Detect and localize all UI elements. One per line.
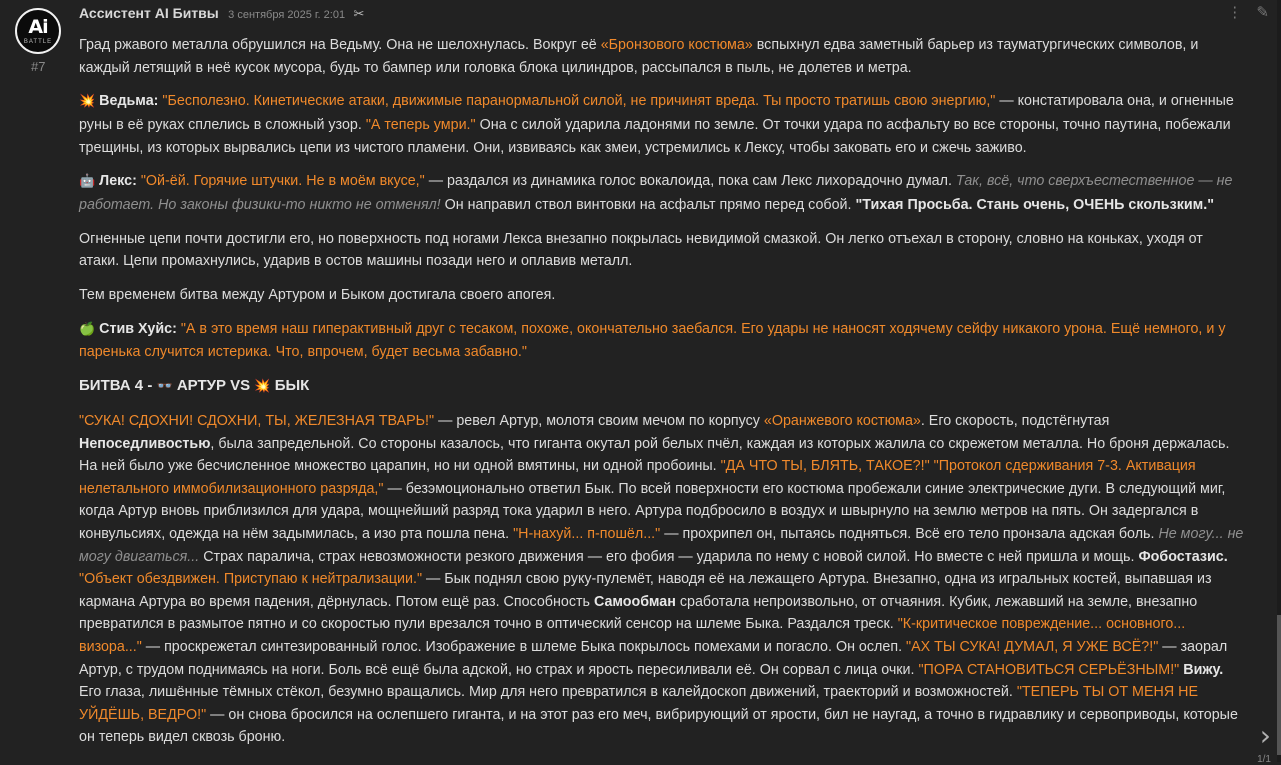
text: — заорал Артур, с трудом поднимаясь на ноги. Боль всё ещё была адской, но страх и ярость пересиливали её. Он сорвал с лица очки. (79, 638, 1228, 678)
speaker-name: Стив Хуйс: (99, 320, 177, 337)
text: , была запредельной. Со стороны казалось, что гиганта окутал рой белых пчёл, каждая из которых жалила со скрежетом металла. Но броня держалась. На ней было уже бесчисленное множество царапин, но ни одной вмятины, ни одной пробоины. (79, 435, 1230, 475)
scrollbar-thumb[interactable] (1277, 615, 1281, 755)
text: Его глаза, лишённые тёмных стёкол, безумно вращались. Мир для него превратился в калейдоскоп движений, траекторий и возможностей. (79, 684, 1017, 701)
ability-name: Самообман (593, 593, 676, 610)
text: — ревел Артур, молотя своим мечом по корпусу (434, 413, 764, 430)
quote: "А в это время наш гиперактивный друг с тесаком, похоже, окончательно заебался. Его удары не наносят ходячему сейфу никакого урона. Ещё немного, и у паренька случится истерика. Что, впрочем, будет весьма забавно." (79, 320, 1226, 361)
text: вспыхнул едва заметный барьер из тауматургических символов, и каждый летящий в неё кусок мусора, будь то бампер или головка блока цилиндров, рассыпался в пыль, не долетев и метра. (79, 37, 1199, 76)
text: Страх паралича, страх невозможности резкого движения — его фобия — ударила по нему с новой силой. Но вместе с ней пришла и мощь. (199, 548, 1139, 565)
green-apple-icon: 🍏 (79, 321, 96, 337)
paragraph (79, 90, 1244, 159)
battle-heading (79, 375, 1244, 399)
avatar[interactable] (15, 8, 61, 54)
text: — он снова бросился на ослепшего гиганта, и на этот раз его меч, вибрирующий от ярости, бил не наугад, а точно в гидравлику и сервоприводы, которые он теперь видел сквозь броню. (79, 706, 1238, 746)
quote: "Ой-ёй. Горячие штучки. Не в моём вкусе," (140, 173, 425, 190)
robot-icon: 🤖 (79, 174, 96, 190)
edit-icon[interactable]: ✎ (1256, 4, 1269, 21)
glasses-icon: 👓 (156, 379, 173, 395)
quote: "СУКА! СДОХНИ! СДОХНИ, ТЫ, ЖЕЛЕЗНАЯ ТВАРЬ!" (79, 413, 435, 430)
author-name[interactable]: Ассистент AI Битвы (79, 5, 219, 21)
ability-name: Фобостазис. (1138, 548, 1228, 565)
ability-name: Непоседливостью (79, 435, 211, 452)
paragraph (79, 410, 1244, 749)
ability-name: Вижу. (1183, 661, 1224, 678)
explosion-icon: 💥 (79, 94, 96, 110)
text: Он направил ствол винтовки на асфальт прямо перед собой. (440, 196, 856, 213)
page-counter: 1/1 (1257, 754, 1271, 765)
paragraph (79, 318, 1244, 364)
avatar-logo-text: Ai (28, 16, 48, 38)
quote: "К-критическое повреждение... основного... визора..." (79, 616, 1186, 655)
post-actions (1217, 3, 1269, 21)
fighter-name: БЫК (274, 377, 310, 395)
quote: "Бесполезно. Кинетические атаки, движимые паранормальной силой, не причинят вреда. Ты просто тратишь свою энергию," (162, 93, 996, 110)
ai-generated-icon: ✂ (353, 6, 365, 21)
text: — проскрежетал синтезированный голос. Изображение в шлеме Быка покрылось помехами и погасло. Он ослеп. (141, 638, 907, 655)
battle-prefix: БИТВА 4 - (79, 377, 157, 395)
text: . Его скорость, подстёгнутая (920, 413, 1110, 430)
post-content (79, 34, 1244, 760)
versus: VS (225, 377, 255, 395)
quote: "АХ ТЫ СУКА! ДУМАЛ, Я УЖЕ ВСЁ?!" (906, 638, 1159, 655)
text: — безэмоционально ответил Бык. По всей поверхности его костюма пробежали синие электрические дуги. В следующий миг, когда Артур вновь приблизился для удара, мощнейший разряд тока ударил в него. Артура подбросило в воздух и швырнуло на землю метров на пять. Он задергался в конвульсиях, одежда на нём задымилась, а изо рта пошла пена. (79, 480, 1226, 542)
paragraph: Огненные цепи почти достигли его, но поверхность под ногами Лекса внезапно покрылась невидимой смазкой. Он легко отъехал в сторону, словно на коньках, уходя от атаки. Цепи промахнулись, ударив в остов машины позади него и оплавив металл. (79, 230, 1203, 270)
quote: "А теперь умри." (365, 116, 476, 133)
quote: "Протокол сдерживания 7-3. Активация нелетального иммобилизационного разряда," (79, 458, 1196, 497)
quote: "Н-нахуй... п-пошёл..." (513, 526, 661, 542)
paragraph: Тем временем битва между Артуром и Быком достигала своего апогея. (79, 287, 556, 304)
avatar-logo-subtext: BATTLE (23, 39, 53, 45)
text: Она с силой ударила ладонями по земле. От точки удара по асфальту во все стороны, точно паутина, побежали трещины, из которых вырвались цепи из чистого пламени. Они, извиваясь как змеи, устремились к Лексу, чтобы заковать его и сжечь заживо. (79, 116, 1231, 156)
quote: "ТЕПЕРЬ ТЫ ОТ МЕНЯ НЕ УЙДЁШЬ, ВЕДРО!" (79, 684, 1198, 723)
post-number[interactable]: #7 (31, 59, 46, 74)
text: Град ржавого металла обрушился на Ведьму. Она не шелохнулась. Вокруг её (79, 37, 601, 53)
post-date[interactable]: 3 сентября 2025 г. 2:01 (228, 9, 346, 21)
fighter-name: АРТУР (176, 377, 226, 395)
text: сработала непроизвольно, от отчаяния. Кубик, лежавший на земле, внезапно превратился в размытое пятно и со скоростью пули врезался точно в оптический сенсор на шлеме Быка. Раздался треск. (79, 593, 1198, 633)
quote: "ДА ЧТО ТЫ, БЛЯТЬ, ТАКОЕ?!" (720, 458, 930, 475)
thought: Так, всё, что сверхъестественное — не работает. Но законы физики-то никто не отменял! (79, 173, 1233, 213)
speaker-name: Ведьма: (99, 93, 159, 110)
costume-name: «Оранжевого костюма» (763, 413, 921, 430)
costume-name: «Бронзового костюма» (600, 37, 753, 53)
text: — прохрипел он, пытаясь подняться. Всё его тело пронзала адская боль. (660, 526, 1159, 542)
quote: "Тихая Просьба. Стань очень, ОЧЕНЬ скользким." (855, 196, 1214, 213)
text: — раздался из динамика голос вокалоида, пока сам Лекс лихорадочно думал. (424, 173, 956, 190)
quote: "ПОРА СТАНОВИТЬСЯ СЕРЬЁЗНЫМ!" (918, 661, 1180, 678)
paragraph (79, 34, 1244, 79)
speaker-name: Лекс: (99, 173, 137, 190)
text: — Бык поднял свою руку-пулемёт, наводя её на лежащего Артура. Внезапно, одна из игральных костей, выпавшая из кармана Артура во время падения, дёрнулась. Потом ещё раз. Способность (79, 571, 1212, 610)
text: — констатировала она, и огненные руны в её руках сплелись в сложный узор. (79, 93, 1234, 133)
more-options-icon[interactable]: ⋮ (1227, 4, 1243, 21)
post-header (79, 5, 364, 23)
quote: "Объект обездвижен. Приступаю к нейтрализации." (79, 571, 423, 588)
explosion-icon: 💥 (254, 379, 271, 395)
thought: Не могу... не могу двигаться... (79, 526, 1244, 565)
next-page-arrow-icon[interactable]: › (1259, 719, 1271, 752)
paragraph (79, 170, 1244, 216)
